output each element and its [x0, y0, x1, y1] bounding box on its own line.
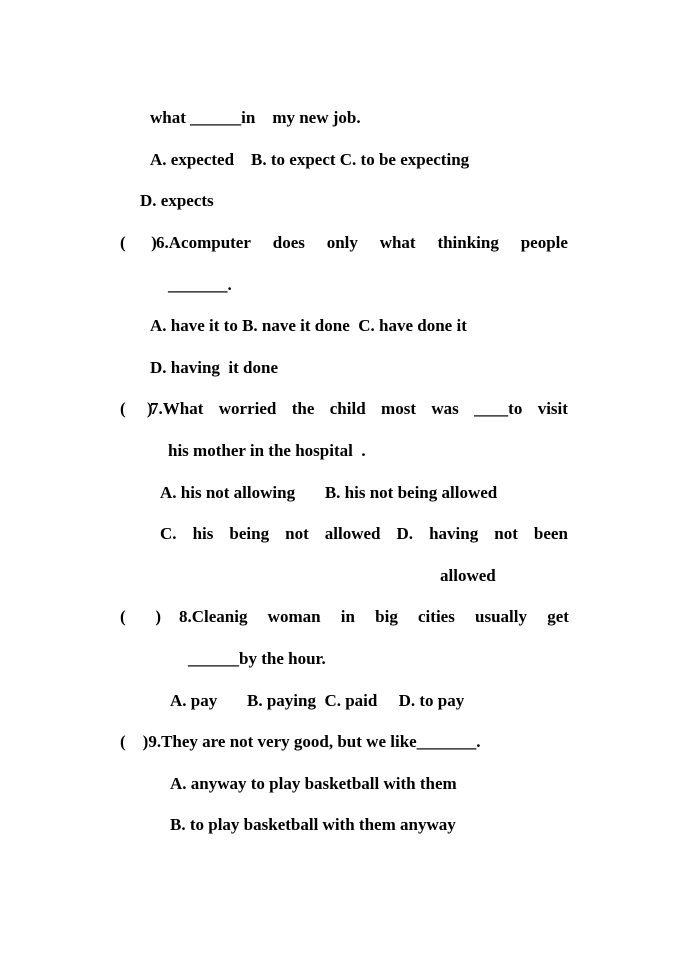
- word: woman: [267, 607, 321, 626]
- question-7-answer-bracket: ( ): [120, 399, 153, 418]
- question-6-blank: _______.: [168, 275, 232, 294]
- word: was: [431, 399, 459, 418]
- word: allowed: [324, 524, 381, 543]
- word: 7.What: [150, 399, 204, 418]
- word: visit: [537, 399, 568, 418]
- word: does: [272, 233, 305, 252]
- word: been: [533, 524, 568, 543]
- word: big: [375, 607, 398, 626]
- word: cities: [418, 607, 455, 626]
- word: 8.Cleanig: [179, 607, 248, 626]
- question-8-stem: [179, 607, 569, 627]
- question-9-option-b: B. to play basketball with them anyway: [170, 815, 456, 834]
- question-8-options: A. pay B. paying C. paid D. to pay: [170, 691, 465, 710]
- question-7-option-d-continuation: allowed: [440, 566, 496, 585]
- word: D.: [396, 524, 414, 543]
- question-5-options-a-c: A. expected B. to expect C. to be expecting: [150, 150, 470, 169]
- word: thinking: [437, 233, 499, 252]
- word: ____to: [474, 399, 523, 418]
- word: not: [494, 524, 518, 543]
- question-7-options-c-d: [160, 524, 568, 544]
- word: C.: [160, 524, 177, 543]
- question-8-stem-continuation: ______by the hour.: [188, 649, 326, 668]
- question-7-options-a-b: A. his not allowing B. his not being allowed: [160, 483, 498, 502]
- word: child: [329, 399, 366, 418]
- word: the: [291, 399, 315, 418]
- word: most: [381, 399, 416, 418]
- word: only: [326, 233, 358, 252]
- word: worried: [218, 399, 277, 418]
- question-5-stem-continuation: what ______in my new job.: [150, 108, 361, 127]
- question-6-option-d: D. having it done: [150, 358, 278, 377]
- word: in: [340, 607, 355, 626]
- question-9-option-a: A. anyway to play basketball with them: [170, 774, 457, 793]
- question-5-option-d: D. expects: [140, 191, 214, 210]
- word: 6.Acomputer: [156, 233, 251, 252]
- word: his: [192, 524, 214, 543]
- word: people: [520, 233, 568, 252]
- question-6-options-a-c: A. have it to B. nave it done C. have done it: [150, 316, 467, 335]
- question-8-answer-bracket: ( ): [120, 607, 162, 626]
- question-6-answer-bracket: ( ): [120, 233, 157, 252]
- word: being: [229, 524, 270, 543]
- question-7-stem-continuation: his mother in the hospital .: [168, 441, 366, 460]
- word: not: [285, 524, 309, 543]
- word: having: [429, 524, 479, 543]
- word: usually: [475, 607, 528, 626]
- word: what: [379, 233, 416, 252]
- question-6-stem: [156, 233, 568, 253]
- question-7-stem: [150, 399, 568, 419]
- question-9-stem: ( )9.They are not very good, but we like_______.: [120, 732, 481, 751]
- word: get: [547, 607, 569, 626]
